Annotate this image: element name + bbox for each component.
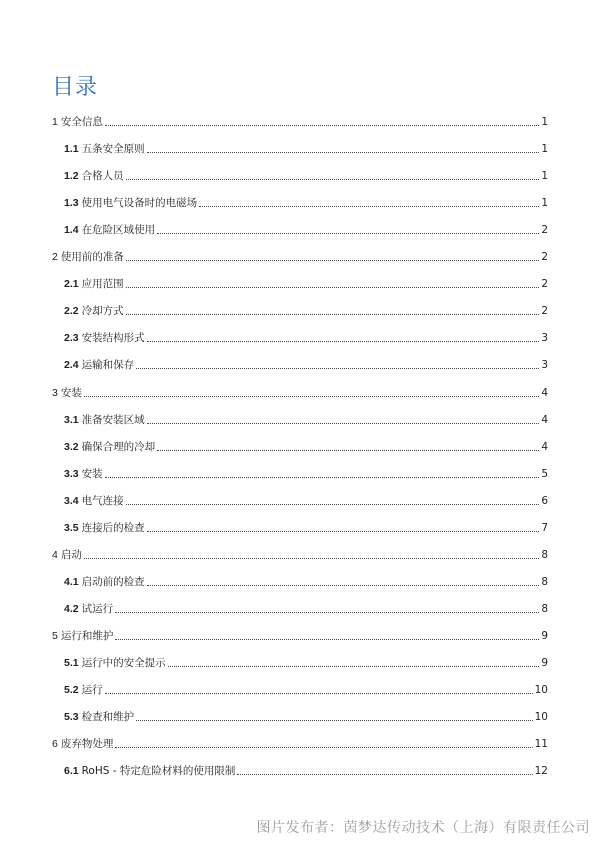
toc-entry-number: 1: [52, 116, 58, 128]
toc-entry-number: 4.1: [64, 575, 79, 588]
toc-entry-label: [52, 738, 113, 750]
toc-entry[interactable]: [52, 734, 548, 750]
toc-entry-label: [64, 197, 197, 209]
toc-entry-page: 1: [541, 143, 548, 156]
toc-entry[interactable]: [64, 139, 548, 155]
dot-leader: [147, 152, 540, 153]
toc-entry-number: 2.3: [64, 332, 79, 345]
toc-entry-label: [64, 603, 113, 615]
toc-entry-text: 安装: [60, 386, 82, 399]
toc-entry[interactable]: [52, 626, 548, 642]
toc-entry-number: 2.4: [64, 359, 79, 372]
toc-entry-page: 3: [541, 359, 548, 372]
toc-entry-text: 启动前的检查: [81, 575, 145, 588]
toc-entry[interactable]: [64, 599, 548, 615]
toc-entry-label: [64, 441, 155, 453]
toc-entry-number: 5.3: [64, 711, 79, 724]
dot-leader: [126, 179, 540, 180]
toc-entry-page: 10: [534, 711, 548, 724]
toc-entry-text: 冷却方式: [81, 305, 124, 318]
toc-entry-page: 7: [541, 521, 548, 534]
toc-entry-label: [52, 630, 113, 642]
toc-entry-text: 安全信息: [60, 116, 103, 128]
toc-entry-page: 8: [541, 602, 548, 615]
toc-entry-page: 2: [541, 305, 548, 318]
toc-entry-text: 试运行: [81, 602, 114, 615]
toc-entry-label: [52, 387, 82, 399]
toc-entry-text: 合格人员: [81, 170, 124, 183]
dot-leader: [147, 423, 540, 424]
toc-entry-text: 确保合理的冷却: [81, 440, 156, 453]
toc-entry-text: 使用电气设备时的电磁场: [81, 197, 198, 210]
toc-entry-number: 5: [52, 629, 58, 642]
toc-entry-page: 1: [541, 197, 548, 210]
toc-entry-text: 连接后的检查: [81, 521, 145, 534]
toc-entry-text: 应用范围: [81, 278, 124, 291]
toc-entry-page: 4: [541, 386, 548, 399]
toc-entry[interactable]: [64, 220, 548, 236]
toc-entry[interactable]: [64, 328, 548, 344]
toc-entry-number: 3.2: [64, 440, 79, 453]
toc-entry[interactable]: [64, 518, 548, 534]
toc-entry-label: [64, 359, 134, 371]
toc-entry-number: 3.5: [64, 521, 79, 534]
toc-entry[interactable]: [64, 707, 548, 723]
toc-entry-text: 启动: [60, 548, 82, 561]
toc-entry-number: 5.1: [64, 657, 79, 669]
toc-entry-number: 4.2: [64, 602, 79, 615]
toc-entry-text: 安装结构形式: [81, 332, 145, 345]
toc-entry[interactable]: [52, 545, 548, 561]
toc-entry[interactable]: [64, 355, 548, 371]
toc-entry-text: 在危险区域使用: [81, 224, 156, 237]
toc-entry-page: 1: [541, 116, 548, 128]
toc-entry-page: 1: [541, 170, 548, 183]
toc-entry-number: 3.3: [64, 467, 79, 480]
dot-leader: [126, 314, 540, 315]
dot-leader: [157, 450, 539, 451]
toc-entry-number: 2.1: [64, 278, 79, 291]
dot-leader: [105, 477, 540, 478]
toc-entry-page: 9: [541, 657, 548, 669]
toc-entry-number: 3.4: [64, 494, 79, 507]
toc-entry-label: [64, 278, 124, 290]
dot-leader: [115, 747, 532, 748]
toc-entry[interactable]: [64, 193, 548, 209]
toc-entry-number: 6: [52, 738, 58, 751]
toc-entry-label: [52, 116, 103, 128]
toc-entry-text: 运行: [81, 684, 103, 697]
toc-entry-text: 电气连接: [81, 494, 124, 507]
toc-entry-page: 6: [541, 494, 548, 507]
toc-entry-label: [64, 224, 155, 236]
toc-entry-text: 运行和维护: [60, 629, 114, 642]
toc-entry-page: 4: [541, 413, 548, 426]
toc-entry-number: 3: [52, 386, 58, 399]
toc-entry[interactable]: [52, 112, 548, 128]
dot-leader: [147, 531, 540, 532]
toc-entry-label: [64, 468, 103, 480]
dot-leader: [199, 206, 539, 207]
dot-leader: [115, 612, 539, 613]
toc-entry[interactable]: [52, 383, 548, 399]
toc-entry-number: 1.2: [64, 170, 79, 183]
toc-entry-page: 5: [541, 467, 548, 480]
toc-entry-text: RoHS - 特定危险材料的使用限制: [81, 765, 236, 778]
toc-entry-number: 5.2: [64, 684, 79, 697]
toc-entry-number: 2.2: [64, 305, 79, 318]
toc-entry[interactable]: [64, 653, 548, 669]
toc-entry[interactable]: [64, 464, 548, 480]
toc-entry[interactable]: [64, 680, 548, 696]
toc-entry-label: [64, 765, 235, 777]
toc-entry-number: 4: [52, 548, 58, 561]
dot-leader: [157, 233, 539, 234]
toc-entry-page: 2: [541, 251, 548, 264]
dot-leader: [84, 558, 539, 559]
toc-entry-number: 1.3: [64, 197, 79, 210]
toc-entry-page: 2: [541, 278, 548, 291]
toc-entry[interactable]: [64, 437, 548, 453]
toc-entry-label: [64, 170, 124, 182]
toc-entry[interactable]: [52, 247, 548, 263]
toc-entry-number: 2: [52, 251, 58, 264]
dot-leader: [126, 287, 540, 288]
toc-entry-page: 3: [541, 332, 548, 345]
toc-entry-label: [64, 657, 166, 669]
toc-entry-page: 4: [541, 440, 548, 453]
toc-entry-label: [64, 576, 145, 588]
toc-entry-text: 五条安全原则: [81, 143, 145, 156]
toc-entry-page: 8: [541, 575, 548, 588]
toc-entry[interactable]: [64, 410, 548, 426]
toc-entry-text: 废弃物处理: [60, 738, 114, 751]
toc-entry[interactable]: [64, 274, 548, 290]
dot-leader: [147, 585, 540, 586]
page-title: 目录: [52, 75, 99, 100]
toc-entry-text: 安装: [81, 467, 103, 480]
toc-entry-page: 11: [534, 738, 548, 751]
toc-entry[interactable]: [64, 301, 548, 317]
dot-leader: [237, 774, 532, 775]
toc-entry-page: 8: [541, 548, 548, 561]
toc-entry-number: 1.1: [64, 143, 79, 156]
toc-entry[interactable]: [64, 491, 548, 507]
dot-leader: [136, 720, 533, 721]
toc-entry-page: 9: [541, 629, 548, 642]
toc-entry-label: [52, 251, 124, 263]
toc-entry[interactable]: [64, 572, 548, 588]
toc-entry-number: 6.1: [64, 765, 79, 778]
toc-entry-label: [64, 522, 145, 534]
toc-entry-page: 12: [534, 765, 548, 778]
toc-entry-text: 使用前的准备: [60, 251, 124, 264]
dot-leader: [168, 666, 540, 667]
toc-entry-label: [64, 332, 145, 344]
dot-leader: [126, 260, 539, 261]
toc-entry-label: [64, 684, 103, 696]
toc-entry-number: 1.4: [64, 224, 79, 237]
toc-entry-label: [64, 495, 124, 507]
dot-leader: [115, 639, 539, 640]
toc-entry[interactable]: [64, 166, 548, 182]
toc-entry-label: [64, 143, 145, 155]
toc-entry-label: [64, 711, 134, 723]
dot-leader: [147, 341, 540, 342]
toc-entry-label: [64, 305, 124, 317]
toc-entry-text: 准备安装区域: [81, 413, 145, 426]
toc-entry-label: [52, 549, 82, 561]
toc-entry-number: 3.1: [64, 413, 79, 426]
toc-entry[interactable]: [64, 761, 548, 777]
dot-leader: [105, 693, 533, 694]
dot-leader: [105, 125, 539, 126]
toc-entry-label: [64, 414, 145, 426]
publisher-credit: 图片发布者：茵梦达传动技术（上海）有限责任公司: [256, 820, 590, 836]
dot-leader: [84, 396, 539, 397]
toc-entry-text: 运行中的安全提示: [81, 657, 166, 669]
toc-entry-page: 10: [534, 684, 548, 697]
dot-leader: [126, 504, 540, 505]
toc-entry-page: 2: [541, 224, 548, 237]
toc-entry-text: 检查和维护: [81, 711, 135, 724]
dot-leader: [136, 368, 539, 369]
toc-entry-text: 运输和保存: [81, 359, 135, 372]
